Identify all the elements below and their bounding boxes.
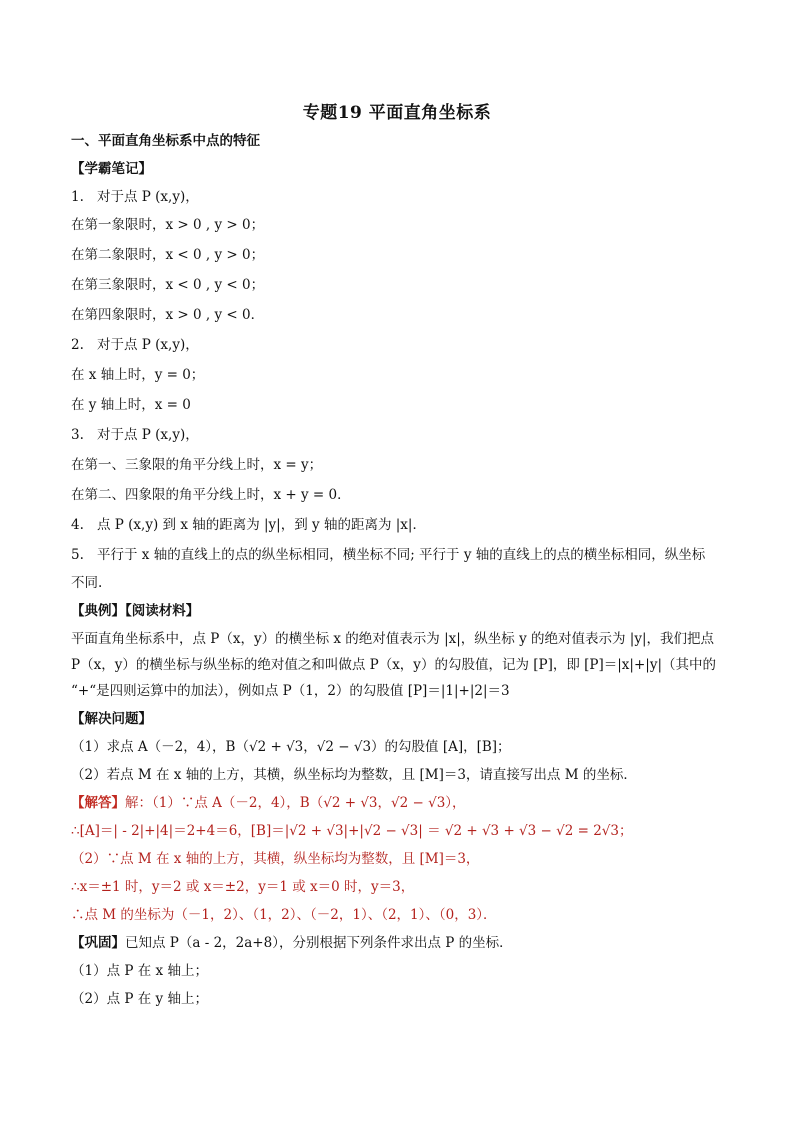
problem-2: （2）若点 M 在 x 轴的上方，其横，纵坐标均为整数，且 [M]＝3，请直接写出点 M 的坐标． — [71, 767, 637, 783]
note-5 — [71, 546, 705, 564]
note-number: 5. — [71, 547, 84, 563]
consolidate-item-2: （2）点 P 在 y 轴上； — [71, 991, 208, 1007]
answer-label: 【解答】 — [71, 795, 125, 811]
quadrant-2-rule: 在第二象限时，x < 0 , y > 0； — [71, 247, 265, 263]
note-5-continued: 不同. — [71, 575, 103, 591]
solve-header: 【解决问题】 — [71, 711, 152, 727]
note-text: 点 P (x,y) 到 x 轴的距离为 |y|，到 y 轴的距离为 |x|． — [97, 517, 426, 533]
quadrant-1-rule: 在第一象限时，x > 0 , y > 0； — [71, 217, 265, 233]
note-number: 2. — [71, 337, 84, 353]
bisector-13-rule: 在第一、三象限的角平分线上时，x = y； — [71, 457, 323, 473]
note-text: 平行于 x 轴的直线上的点的纵坐标相同，横坐标不同; 平行于 y 轴的直线上的点的横坐标相同，纵坐标 — [97, 547, 706, 563]
consolidate-text: 已知点 P（a - 2，2a+8），分别根据下列条件求出点 P 的坐标． — [125, 935, 513, 951]
reading-line-3: “+“是四则运算中的加法），例如点 P（1，2）的勾股值 [P]＝|1|+|2|＝3 — [71, 683, 510, 699]
section-heading: 一、平面直角坐标系中点的特征 — [71, 133, 260, 149]
page-title: 专题19 平面直角坐标系 — [302, 103, 492, 123]
note-3 — [71, 426, 199, 444]
consolidate-line — [71, 934, 513, 952]
bisector-24-rule: 在第二、四象限的角平分线上时，x + y = 0． — [71, 487, 351, 503]
problem-1: （1）求点 A（－2，4），B（√2 + √3，√2 − √3）的勾股值 [A]，[B]； — [71, 739, 511, 755]
note-1 — [71, 188, 199, 206]
answer-line-2: ∴[A]＝| - 2|+|4|＝2+4＝6，[B]＝|√2 + √3|+|√2 − √3| ＝ √2 + √3 + √3 − √2 = 2√3； — [71, 823, 633, 839]
quadrant-3-rule: 在第三象限时，x < 0 , y < 0； — [71, 277, 265, 293]
answer-line-4: ∴x＝±1 时，y＝2 或 x＝±2，y＝1 或 x＝0 时，y＝3， — [71, 879, 415, 895]
x-axis-rule: 在 x 轴上时，y = 0； — [71, 367, 205, 383]
notes-header: 【学霸笔记】 — [71, 161, 152, 177]
note-number: 1. — [71, 189, 84, 205]
note-number: 3. — [71, 427, 84, 443]
note-4 — [71, 516, 426, 534]
reading-line-1: 平面直角坐标系中，点 P（x，y）的横坐标 x 的绝对值表示为 |x|，纵坐标 y 的绝对值表示为 |y|，我们把点 — [71, 631, 715, 647]
note-text: 对于点 P (x,y)， — [97, 427, 199, 443]
note-2 — [71, 336, 199, 354]
note-text: 对于点 P (x,y)， — [97, 337, 199, 353]
y-axis-rule: 在 y 轴上时，x = 0 — [71, 397, 191, 413]
answer-line-3: （2）∵点 M 在 x 轴的上方，其横，纵坐标均为整数，且 [M]＝3， — [71, 851, 480, 867]
note-number: 4. — [71, 517, 84, 533]
answer-text: 解：（1）∵点 A（－2，4），B（√2 + √3，√2 − √3）， — [125, 795, 466, 811]
consolidate-item-1: （1）点 P 在 x 轴上； — [71, 963, 208, 979]
note-text: 对于点 P (x,y)， — [97, 189, 199, 205]
example-header: 【典例】【阅读材料】 — [71, 603, 200, 619]
consolidate-label: 【巩固】 — [71, 935, 125, 951]
answer-line-1 — [71, 794, 466, 812]
reading-line-2: P（x，y）的横坐标与纵坐标的绝对值之和叫做点 P（x，y）的勾股值，记为 [P]，即 [P]＝|x|+|y|（其中的 — [71, 657, 716, 673]
answer-line-5: ∴点 M 的坐标为（－1，2）、（1，2）、（－2，1）、（2，1）、（0，3）． — [71, 907, 497, 923]
quadrant-4-rule: 在第四象限时，x > 0 , y < 0． — [71, 307, 265, 323]
